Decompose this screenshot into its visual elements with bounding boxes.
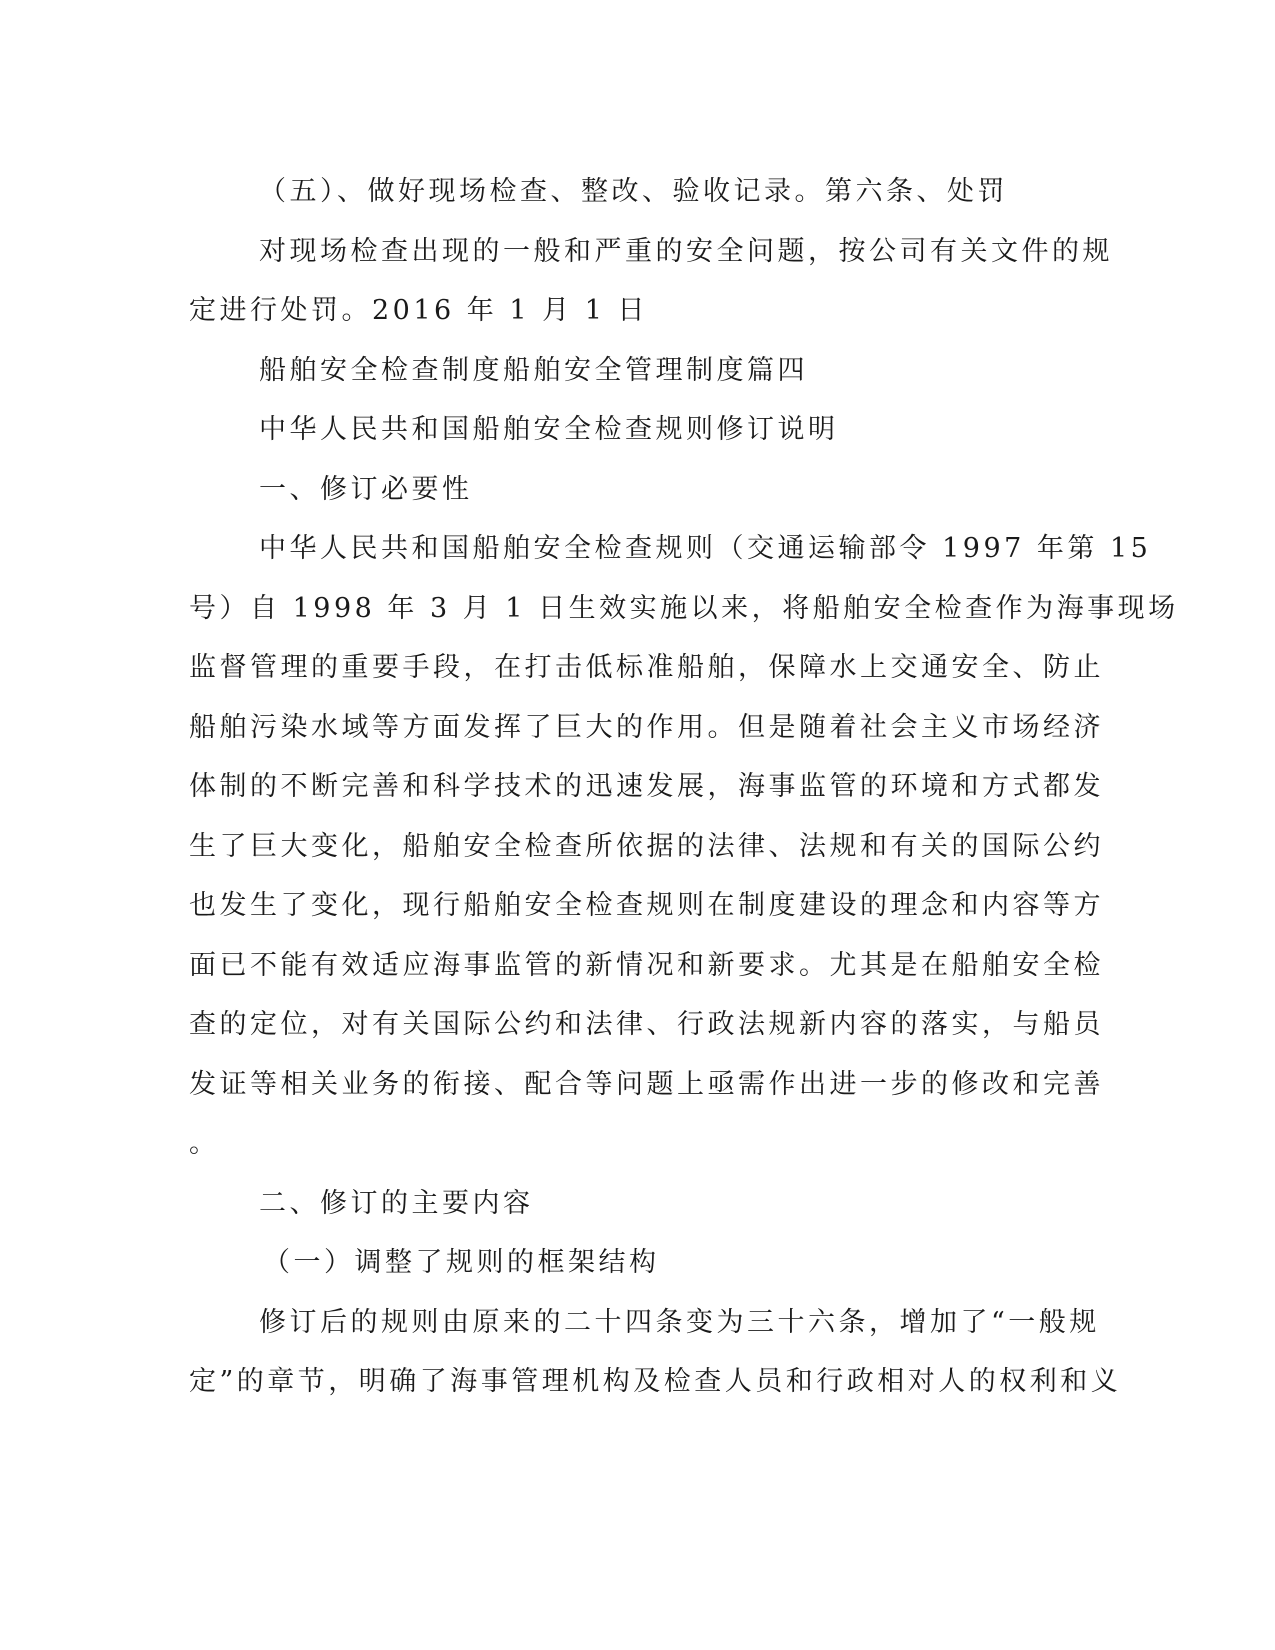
text-line: （五）、做好现场检查、整改、验收记录。第六条、处罚: [259, 176, 1008, 207]
heading-main-revisions: [189, 1174, 1069, 1234]
heading-revision-necessity: [189, 460, 1069, 520]
text-line: 船舶污染水域等方面发挥了巨大的作用。但是随着社会主义市场经济: [189, 711, 1104, 743]
paragraph-penalty: [189, 222, 1113, 341]
text-line: 号）自 1998 年 3 月 1 日生效实施以来，将船舶安全检查作为海事现场: [189, 592, 1179, 624]
text-line: （一）调整了规则的框架结构: [263, 1247, 660, 1278]
text-line: 对现场检查出现的一般和严重的安全问题，按公司有关文件的规: [259, 235, 1113, 267]
heading-framework-adjustment: [189, 1233, 1069, 1293]
paragraph-framework-body: [189, 1293, 1122, 1412]
document-body: [189, 162, 1179, 1412]
text-line: 查的定位，对有关国际公约和法律、行政法规新内容的落实，与船员: [189, 1009, 1104, 1040]
text-line: 定进行处罚。2016 年 1 月 1 日: [189, 295, 648, 326]
document-title-revision-notes: [189, 400, 1069, 460]
text-line: 中华人民共和国船舶安全检查规则（交通运输部令 1997 年第 15: [259, 533, 1152, 564]
text-line: 体制的不断完善和科学技术的迅速发展，海事监管的环境和方式都发: [189, 771, 1104, 802]
text-line: 也发生了变化，现行船舶安全检查规则在制度建设的理念和内容等方: [189, 890, 1104, 921]
text-line: 二、修订的主要内容: [259, 1187, 534, 1219]
section-heading-part-4: [189, 341, 1069, 401]
text-line: 定”的章节，明确了海事管理机构及检查人员和行政相对人的权利和义: [189, 1366, 1122, 1397]
text-line: 。: [189, 1128, 220, 1159]
text-line: 监督管理的重要手段，在打击低标准船舶，保障水上交通安全、防止: [189, 652, 1104, 683]
text-line: 发证等相关业务的衔接、配合等问题上亟需作出进一步的修改和完善: [189, 1068, 1104, 1100]
text-line: 船舶安全检查制度船舶安全管理制度篇四: [259, 354, 808, 386]
text-line: 中华人民共和国船舶安全检查规则修订说明: [259, 414, 839, 445]
paragraph-necessity-body: [189, 519, 1179, 1174]
text-line: 生了巨大变化，船舶安全检查所依据的法律、法规和有关的国际公约: [189, 830, 1104, 862]
paragraph-item-5-record: [189, 162, 1069, 222]
text-line: 修订后的规则由原来的二十四条变为三十六条，增加了“一般规: [259, 1306, 1100, 1338]
text-line: 面已不能有效适应海事监管的新情况和新要求。尤其是在船舶安全检: [189, 949, 1104, 981]
text-line: 一、修订必要性: [259, 473, 473, 505]
